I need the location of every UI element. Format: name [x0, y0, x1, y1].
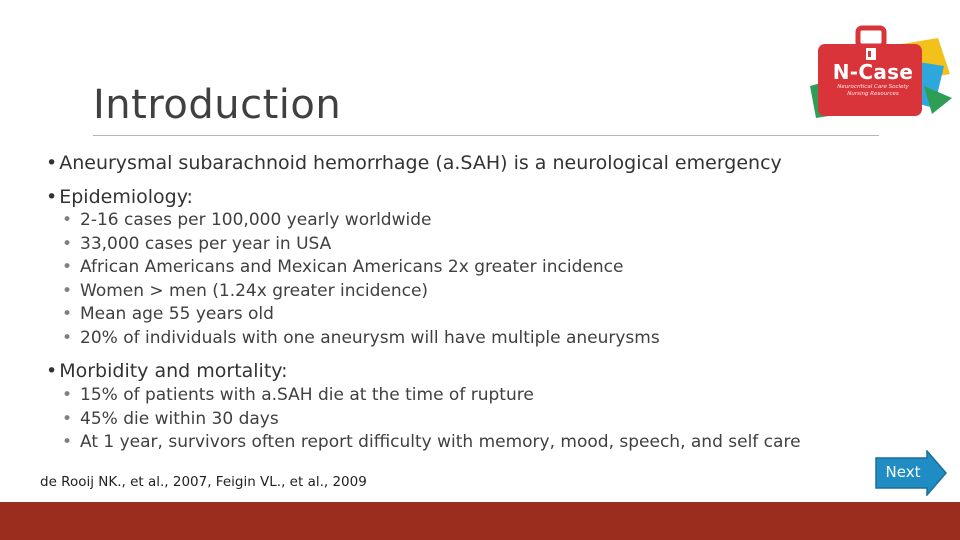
bullet-definition: [46, 152, 782, 174]
list-item-text: 15% of patients with a.SAH die at the time of rupture: [80, 385, 534, 405]
morbidity-list: [62, 384, 801, 455]
list-item: [62, 209, 660, 233]
list-item: [62, 431, 801, 455]
sub-bullet-dot: •: [62, 408, 73, 429]
sub-bullet-dot: •: [62, 233, 73, 254]
bullet-morbidity: [46, 360, 288, 382]
slide-title: Introduction: [93, 82, 342, 128]
sub-bullet-dot: •: [62, 327, 73, 348]
list-item: [62, 303, 660, 327]
list-item: [62, 256, 660, 280]
logo-subtitle-line1: Neurocritical Care Society: [837, 84, 909, 90]
list-item: [62, 280, 660, 304]
bullet-dot: •: [46, 360, 58, 382]
bullet-dot: •: [46, 186, 58, 208]
n-case-logo: [806, 16, 952, 120]
logo-subtitle-line2: Nursing Resources: [847, 91, 899, 97]
footer-bar: [0, 502, 960, 540]
bullet-dot: •: [46, 152, 58, 174]
bullet-morbidity-text: Morbidity and mortality:: [59, 360, 288, 382]
bullet-definition-text: Aneurysmal subarachnoid hemorrhage (a.SAH) is a neurological emergency: [59, 152, 782, 174]
sub-bullet-dot: •: [62, 304, 73, 324]
list-item: [62, 408, 801, 432]
list-item: [62, 233, 660, 257]
sub-bullet-dot: •: [62, 210, 73, 230]
list-item-text: At 1 year, survivors often report difficulty with memory, mood, speech, and self care: [80, 432, 801, 452]
bullet-epidemiology: [46, 186, 193, 208]
sub-bullet-dot: •: [62, 280, 73, 301]
title-divider: [93, 135, 879, 136]
list-item-text: 33,000 cases per year in USA: [80, 233, 332, 254]
citation: de Rooij NK., et al., 2007, Feigin VL., et al., 2009: [40, 474, 367, 490]
list-item-text: 2-16 cases per 100,000 yearly worldwide: [80, 210, 432, 230]
next-button[interactable]: [875, 450, 947, 496]
list-item-text: African Americans and Mexican Americans 2x greater incidence: [80, 257, 624, 277]
sub-bullet-dot: •: [62, 257, 73, 277]
logo-name: N-Case: [832, 60, 914, 84]
list-item-text: Mean age 55 years old: [80, 304, 274, 324]
list-item: [62, 327, 660, 351]
epidemiology-list: [62, 209, 660, 350]
sub-bullet-dot: •: [62, 385, 73, 405]
list-item-text: 20% of individuals with one aneurysm will have multiple aneurysms: [80, 327, 660, 348]
next-button-label: Next: [885, 463, 921, 481]
bullet-epidemiology-text: Epidemiology:: [59, 186, 193, 208]
list-item-text: Women > men (1.24x greater incidence): [80, 280, 429, 301]
logo-subtitle: [830, 84, 916, 98]
sub-bullet-dot: •: [62, 432, 73, 452]
list-item: [62, 384, 801, 408]
list-item-text: 45% die within 30 days: [80, 408, 279, 429]
